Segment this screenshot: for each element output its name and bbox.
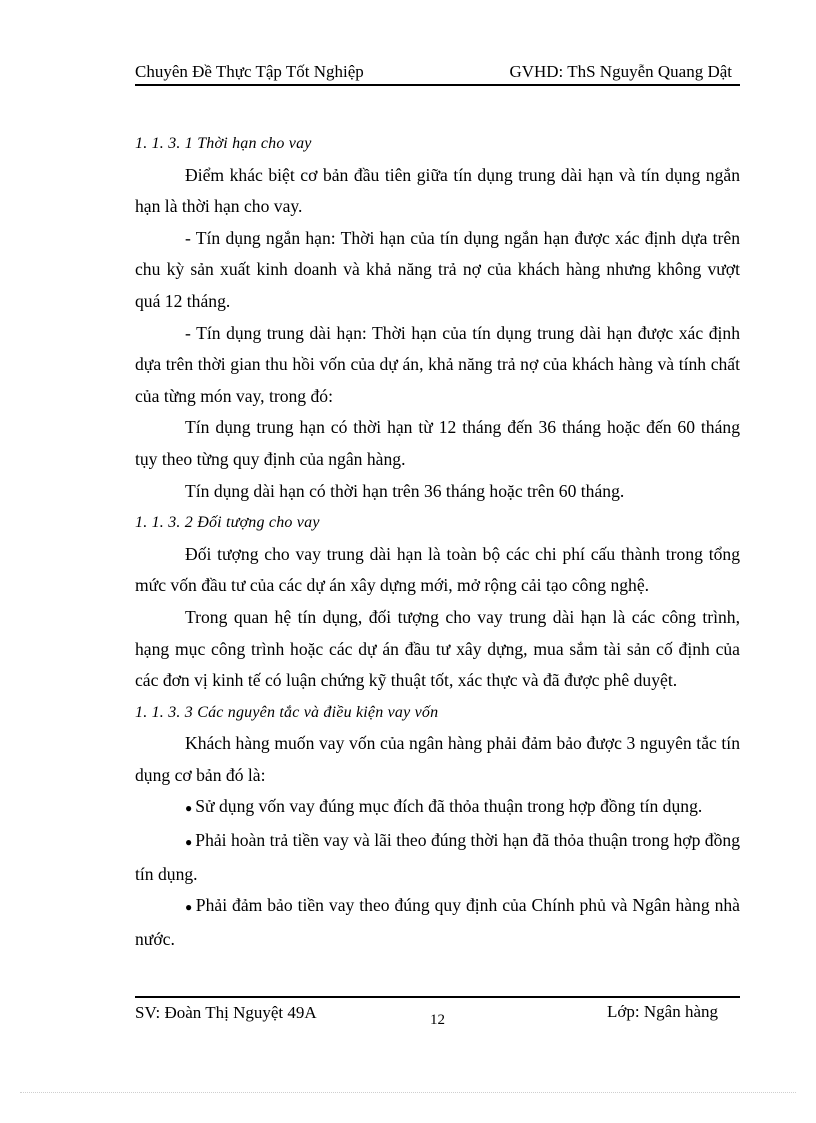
header-document-title: Chuyên Đề Thực Tập Tốt Nghiệp [135, 62, 364, 81]
paragraph: Điểm khác biệt cơ bản đầu tiên giữa tín dụng trung dài hạn và tín dụng ngắn hạn là thời hạn cho vay. [135, 164, 740, 217]
section-heading-doi-tuong: 1. 1. 3. 2 Đối tượng cho vay [135, 514, 320, 532]
footer-class: Lớp: Ngân hàng [607, 1002, 718, 1021]
section-heading-nguyen-tac: 1. 1. 3. 3 Các nguyên tắc và điều kiện vay vốn [135, 703, 439, 721]
bullet-icon: ● [185, 835, 193, 850]
bullet-item [135, 890, 740, 955]
bullet-icon: ● [185, 900, 193, 915]
page-number: 12 [430, 1012, 445, 1028]
paragraph: Khách hàng muốn vay vốn của ngân hàng phải đảm bảo được 3 nguyên tắc tín dụng cơ bản đó là: [135, 733, 740, 785]
paragraph: Đối tượng cho vay trung dài hạn là toàn bộ các chi phí cấu thành trong tổng mức vốn đầu tư của các dự án xây dựng mới, mở rộng cải tạo công nghệ. [135, 543, 740, 596]
paragraph: - Tín dụng trung dài hạn: Thời hạn của tín dụng trung dài hạn được xác định dựa trên thời gian thu hồi vốn của dự án, khả năng trả nợ của khách hàng và tính chất của từng món vay, trong đó: [135, 322, 740, 406]
bullet-item [135, 791, 740, 825]
paragraph: Tín dụng dài hạn có thời hạn trên 36 tháng hoặc trên 60 tháng. [185, 480, 625, 501]
paragraph: Trong quan hệ tín dụng, đối tượng cho vay trung dài hạn là các công trình, hạng mục công trình hoặc các dự án đầu tư xây dựng, mua sắm tài sản cố định của các đơn vị kinh tế có luận chứng kỹ thuật tốt, xác thực và đã được phê duyệt. [135, 606, 740, 691]
bullet-item [135, 825, 740, 890]
bullet-icon: ● [185, 801, 193, 816]
bullet-text: Phải hoàn trả tiền vay và lãi theo đúng thời hạn đã thỏa thuận trong hợp đồng tín dụng. [135, 830, 740, 884]
page-content [135, 128, 740, 955]
bullet-text: Phải đảm bảo tiền vay theo đúng quy định của Chính phủ và Ngân hàng nhà nước. [135, 895, 740, 949]
bullet-text: Sử dụng vốn vay đúng mục đích đã thỏa thuận trong hợp đồng tín dụng. [195, 796, 703, 817]
paragraph: Tín dụng trung hạn có thời hạn từ 12 tháng đến 36 tháng hoặc đến 60 tháng tụy theo từng quy định của ngân hàng. [135, 417, 740, 469]
paragraph: - Tín dụng ngắn hạn: Thời hạn của tín dụng ngắn hạn được xác định dựa trên chu kỳ sản xuất kinh doanh và khả năng trả nợ của khách hàng nhưng không vượt quá 12 tháng. [135, 227, 740, 311]
page-bottom-divider [20, 1092, 796, 1093]
footer-student: SV: Đoàn Thị Nguyệt 49A [135, 1003, 317, 1022]
header-supervisor: GVHD: ThS Nguyễn Quang Dật [509, 62, 732, 81]
section-heading-thoi-han: 1. 1. 3. 1 Thời hạn cho vay [135, 135, 312, 152]
page-header [135, 60, 740, 86]
page-footer [135, 996, 740, 1058]
